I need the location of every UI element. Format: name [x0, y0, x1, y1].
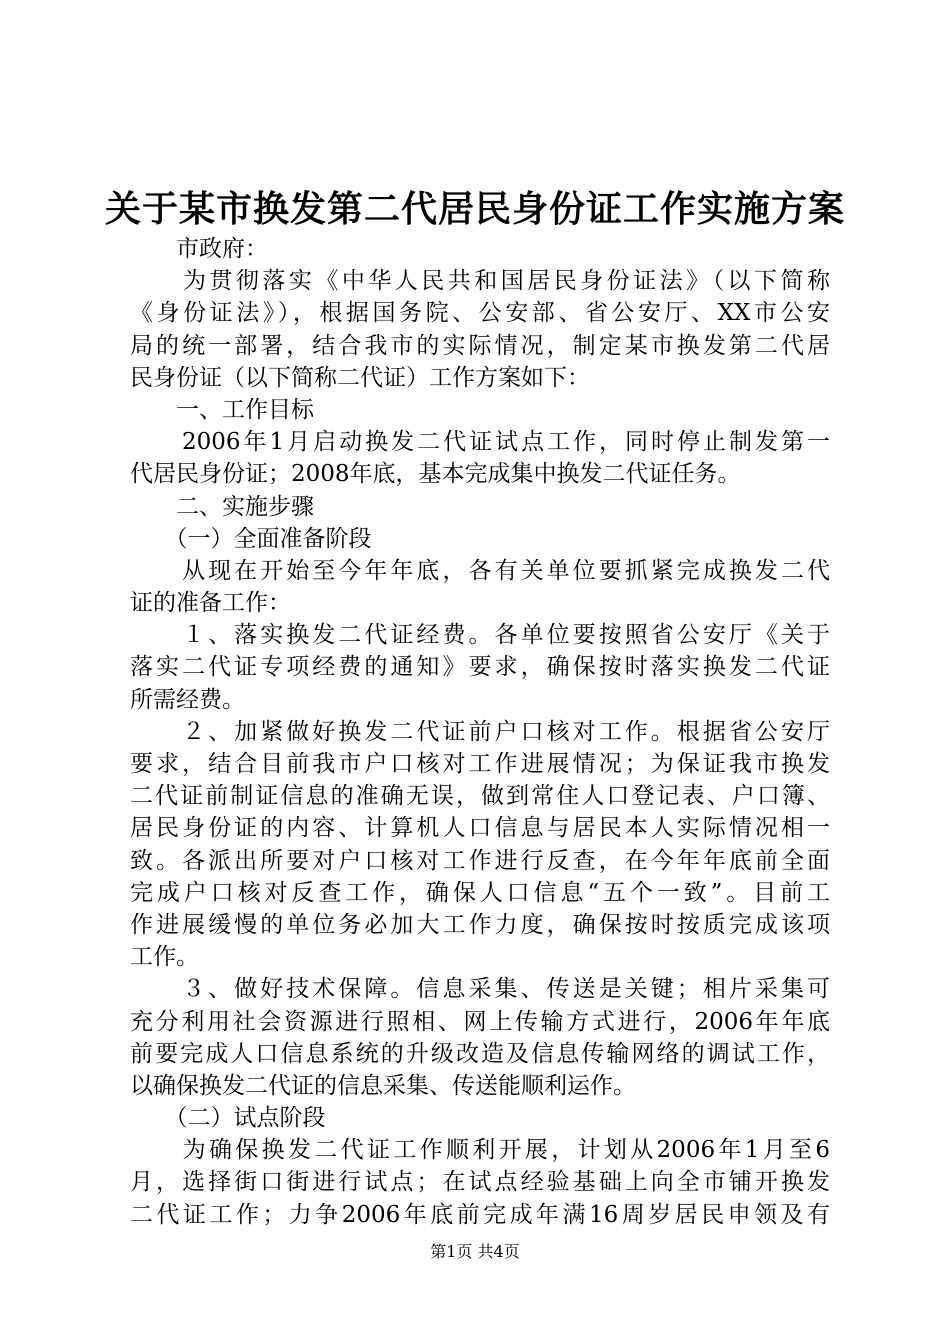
document-line: 为贯彻落实《中华人民共和国居民身份证法》（以下简称	[130, 268, 830, 295]
document-line: 前要完成人口信息系统的升级改造及信息传输网络的调试工作，	[130, 1040, 830, 1067]
document-line: 要求，结合目前我市户口核对工作进展情况；为保证我市换发	[130, 751, 830, 777]
document-line: ３、做好技术保障。信息采集、传送是关键；相片采集可	[130, 976, 830, 1003]
document-line: 以确保换发二代证的信息采集、传送能顺利运作。	[130, 1072, 636, 1099]
document-line: （一）全面准备阶段	[130, 525, 372, 552]
document-line: 作进展缓慢的单位务必加大工作力度，确保按时按质完成该项	[130, 911, 830, 938]
document-line: 月，选择街口街进行试点；在试点经验基础上向全市铺开换发	[130, 1169, 830, 1196]
document-line: 二代证工作；力争2006年底前完成年满16周岁居民申领及有	[130, 1201, 830, 1228]
document-title: 关于某市换发第二代居民身份证工作实施方案	[104, 188, 845, 230]
document-line: 所需经费。	[130, 686, 245, 713]
document-line: 致。各派出所要对户口核对工作进行反查，在今年年底前全面	[130, 847, 830, 874]
document-line: 市政府：	[130, 236, 268, 262]
document-line: 居民身份证的内容、计算机人口信息与居民本人实际情况相一	[130, 815, 830, 842]
document-line: 二、实施步骤	[130, 493, 314, 520]
document-line: 《身份证法》），根据国务院、公安部、省公安厅、XX市公安	[130, 300, 830, 327]
document-line: １、落实换发二代证经费。各单位要按照省公安厅《关于	[130, 622, 830, 649]
document-line: 二代证前制证信息的准确无误，做到常住人口登记表、户口簿、	[130, 783, 830, 810]
document-line: 从现在开始至今年年底，各有关单位要抓紧完成换发二代	[130, 557, 830, 584]
document-line: 完成户口核对反查工作，确保人口信息“五个一致”。目前工	[130, 879, 830, 906]
document-line: 落实二代证专项经费的通知》要求，确保按时落实换发二代证	[130, 654, 830, 681]
document-line: 充分利用社会资源进行照相、网上传输方式进行，2006年年底	[130, 1008, 830, 1035]
document-line: 为确保换发二代证工作顺利开展，计划从2006年1月至6	[130, 1137, 830, 1164]
document-line: 证的准备工作：	[130, 590, 291, 617]
document-line: 工作。	[130, 944, 199, 971]
document-line: 代居民身份证；2008年底，基本完成集中换发二代证任务。	[130, 461, 741, 488]
page-footer: 第1页 共4页	[430, 1242, 520, 1261]
document-body	[130, 233, 830, 1231]
document-line: 民身份证（以下简称二代证）工作方案如下：	[130, 364, 590, 391]
document-line: 2006年1月启动换发二代证试点工作，同时停止制发第一	[130, 429, 830, 456]
document-line: 局的统一部署，结合我市的实际情况，制定某市换发第二代居	[130, 332, 830, 359]
document-line: 一、工作目标	[130, 396, 314, 423]
document-line: （二）试点阶段	[130, 1105, 326, 1132]
document-line: ２、加紧做好换发二代证前户口核对工作。根据省公安厅	[130, 718, 830, 745]
